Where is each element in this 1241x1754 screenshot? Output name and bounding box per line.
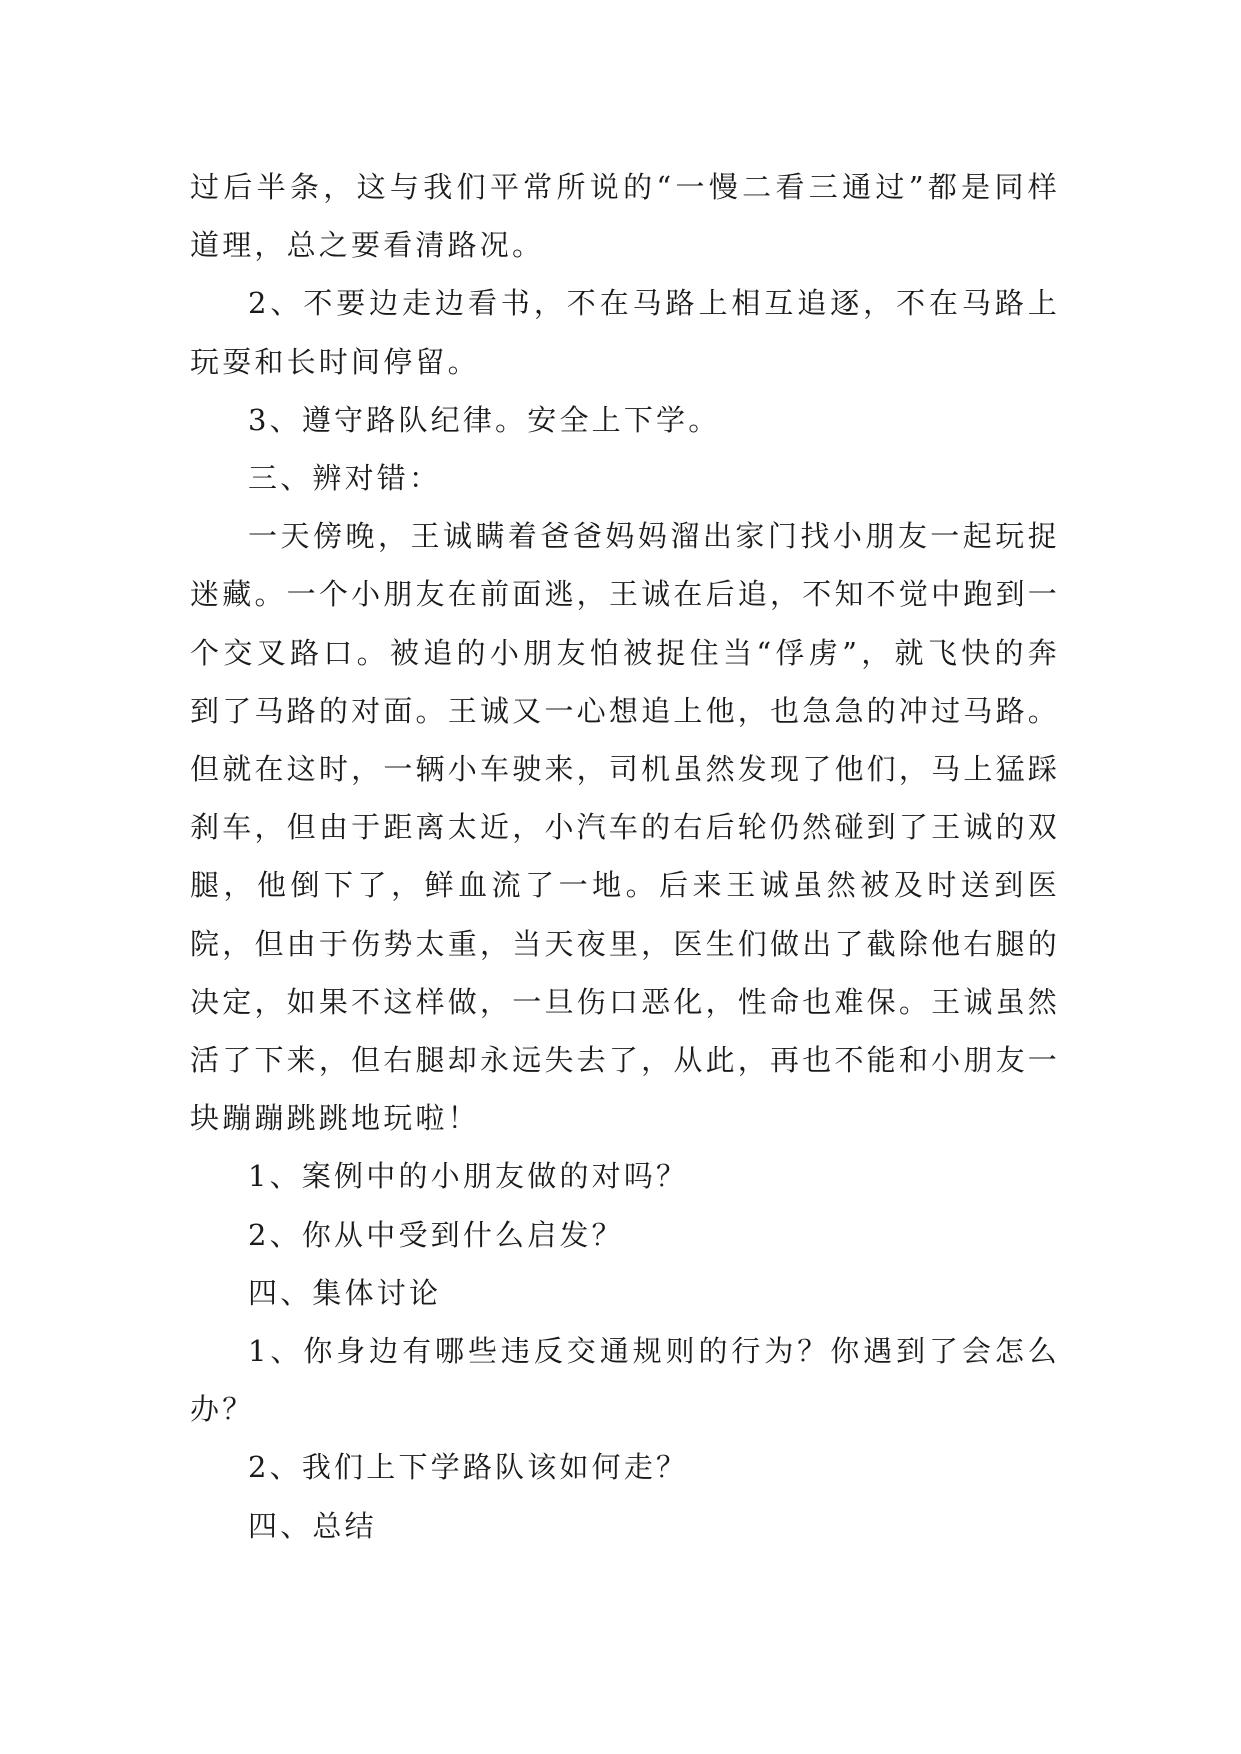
paragraph-continuation: 过后半条，这与我们平常所说的“一慢二看三通过”都是同样道理，总之要看清路况。 xyxy=(190,170,1060,263)
paragraph-rule-2: 2、不要边走边看书，不在马路上相互追逐，不在马路上玩耍和长时间停留。 xyxy=(190,286,1060,379)
question-2: 2、你从中受到什么启发？ xyxy=(248,1217,624,1252)
section-heading-discussion: 四、集体讨论 xyxy=(248,1275,442,1310)
document-body xyxy=(190,158,1060,1555)
section-heading-judge: 三、辨对错： xyxy=(248,461,442,496)
discussion-item-1: 1、你身边有哪些违反交通规则的行为？你遇到了会怎么办？ xyxy=(190,1334,1060,1427)
section-heading-summary: 四、总结 xyxy=(248,1508,377,1543)
paragraph-rule-3: 3、遵守路队纪律。安全上下学。 xyxy=(248,402,721,437)
paragraph-case-story: 一天傍晚，王诚瞒着爸爸妈妈溜出家门找小朋友一起玩捉迷藏。一个小朋友在前面逃，王诚在后追，不知不觉中跑到一个交叉路口。被追的小朋友怕被捉住当“俘虏”，就飞快的奔到了马路的对面。王诚又一心想追上他，也急急的冲过马路。但就在这时，一辆小车驶来，司机虽然发现了他们，马上猛踩刹车，但由于距离太近，小汽车的右后轮仍然碰到了王诚的双腿，他倒下了，鲜血流了一地。后来王诚虽然被及时送到医院，但由于伤势太重，当天夜里，医生们做出了截除他右腿的决定，如果不这样做，一旦伤口恶化，性命也难保。王诚虽然活了下来，但右腿却永远失去了，从此，再也不能和小朋友一块蹦蹦跳跳地玩啦！ xyxy=(190,519,1060,1136)
discussion-item-2: 2、我们上下学路队该如何走？ xyxy=(248,1450,689,1485)
question-1: 1、案例中的小朋友做的对吗？ xyxy=(248,1159,689,1194)
